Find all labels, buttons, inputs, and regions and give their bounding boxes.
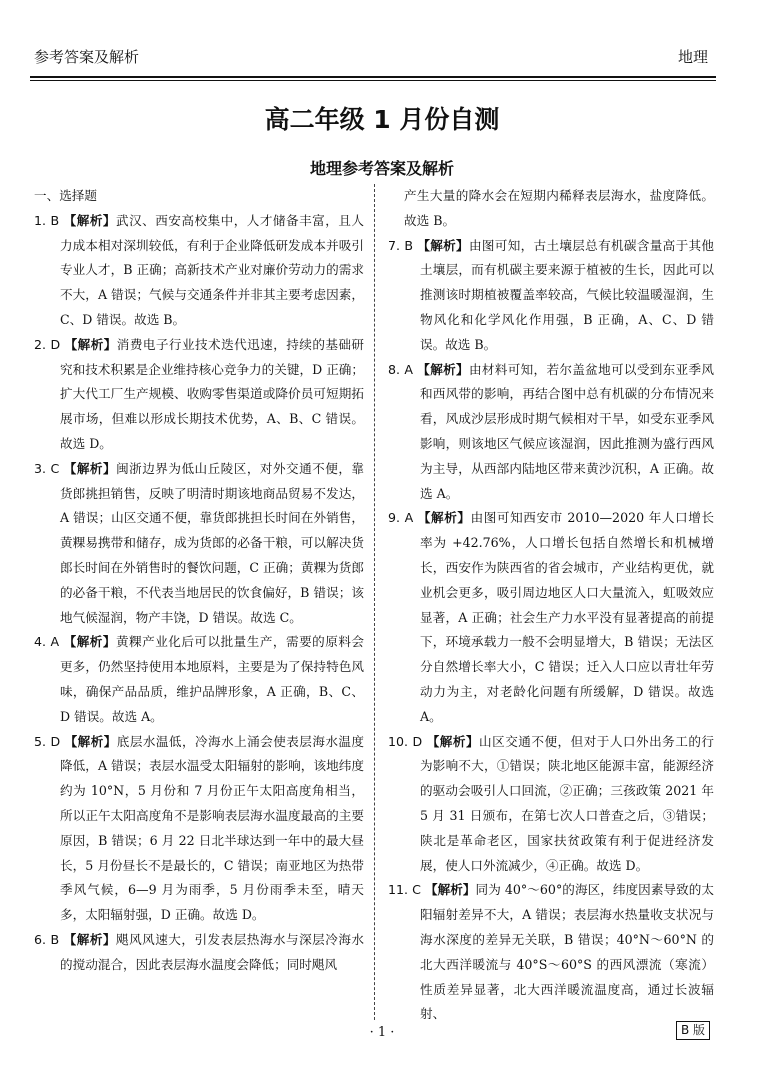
answer-number: 10. D [388, 733, 423, 749]
answer-number: 2. D [34, 336, 61, 352]
header-rule [30, 76, 716, 78]
answer-text: 由图可知，古土壤层总有机碳含量高于其他土壤层，而有机碳主要来源于植被的生长，因此可以推测该时期植被覆盖率较高，气候比较温暖湿润，生物风化和化学风化作用强，B 正确，A、C、D 错误。故选 B。 [420, 237, 714, 352]
continuation-text: 产生大量的降水会在短期内稀释表层海水，盐度降低。故选 B。 [404, 188, 714, 228]
analysis-tag: 【解析】 [63, 212, 116, 228]
answer-item [34, 457, 364, 631]
answer-item [388, 878, 714, 1027]
left-column [34, 184, 364, 978]
answer-number: 11. C [388, 882, 421, 898]
header-left: 参考答案及解析 [34, 48, 140, 66]
answer-item [388, 730, 714, 879]
page-number: · 1 · [369, 1025, 395, 1040]
answer-number: 3. C [34, 460, 60, 476]
answer-item [388, 234, 714, 358]
analysis-tag: 【解析】 [63, 634, 116, 650]
answer-text: 由材料可知，若尔盖盆地可以受到东亚季风和西风带的影响，再结合图中总有机碳的分布情况来看，风成沙层形成时期气候相对干旱，如受东亚季风影响，则该地区气候应该湿润，因此推测为盛行西风为主导，从西部内陆地区带来黄沙沉积，A 正确。故选 A。 [420, 361, 714, 501]
answer-text: 武汉、西安高校集中，人才储备丰富，且人力成本相对深圳较低，有利于企业降低研发成本并吸引专业人才，B 正确；高新技术产业对廉价劳动力的需求不大，A 错误；气候与交通条件并非其主要考虑因素，C、D 错误。故选 B。 [60, 212, 365, 327]
answer-item [388, 358, 714, 507]
answer-number: 4. A [34, 634, 60, 650]
answer-number: 8. A [388, 361, 413, 377]
answer-item [34, 630, 364, 729]
analysis-tag: 【解析】 [417, 361, 469, 377]
answer-text: 消费电子行业技术迭代迅速，持续的基础研究和技术积累是企业维持核心竞争力的关键，D 正确；扩大代工厂生产规模、收购零售渠道或降价员可短期拓展市场，但难以形成长期技术优势，A、B、C 错误。故选 D。 [60, 336, 365, 451]
answer-text: 由图可知西安市 2010—2020 年人口增长率为 +42.76%，人口增长包括自然增长和机械增长，西安作为陕西省的省会城市，产业结构更优，就业机会更多，吸引周边地区人口大量流入，虹吸效应显著，A 正确；社会生产力水平没有显著提高的前提下，环境承载力一般不会明显增大，B 错误；无法区分自然增长率大小，C 错误；迁入人口应以青壮年劳动力为主，对老龄化问题有所缓解，D 错误。故选 A。 [420, 510, 715, 724]
analysis-tag: 【解析】 [64, 733, 117, 749]
answer-text: 山区交通不便，但对于人口外出务工的行为影响不大，①错误；陕北地区能源丰富，能源经济的驱动会吸引人口回流，②正确；三孩政策 2021 年 5 月 31 日颁布，在第七次人口普查之后，③错误；陕北是革命老区，国家扶贫政策有利于促进经济发展，使人口外流减少，④正确。故选 D。 [420, 733, 715, 873]
page-subtitle: 地理参考答案及解析 [309, 159, 454, 178]
answer-number: 5. D [34, 733, 61, 749]
answer-item [34, 730, 364, 928]
column-divider [374, 184, 375, 1020]
section-heading: 一、选择题 [34, 188, 97, 203]
analysis-tag: 【解析】 [63, 931, 116, 947]
header-subject: 地理 [677, 48, 708, 66]
answer-item [34, 333, 364, 457]
analysis-tag: 【解析】 [417, 237, 469, 253]
analysis-tag: 【解析】 [424, 882, 476, 898]
answer-text: 飓风风速大，引发表层热海水与深层冷海水的搅动混合，因此表层海水温度会降低；同时飓风 [60, 931, 365, 972]
page-title: 高二年级 1 月份自测 [264, 105, 500, 134]
analysis-tag: 【解析】 [417, 510, 471, 526]
analysis-tag: 【解析】 [63, 460, 117, 476]
answer-number: 6. B [34, 931, 60, 947]
answer-item [34, 209, 364, 333]
answer-number: 9. A [388, 510, 414, 526]
answer-text: 闽浙边界为低山丘陵区，对外交通不便，靠货郎挑担销售，反映了明清时期该地商品贸易不发达，A 错误；山区交通不便，靠货郎挑担长时间在外销售，黄粿易携带和储存，成为货郎的必备干粮，可以解决货郎长时间在外销售时的餐饮问题，C 正确；黄粿为货郎的必备干粮，不代表当地居民的饮食偏好，B 错误；该地气候湿润，物产丰饶，D 错误。故选 C。 [60, 460, 364, 625]
answer-number: 7. B [388, 237, 413, 253]
left-item-list [34, 209, 364, 978]
answer-number: 1. B [34, 212, 60, 228]
answer-text: 同为 40°～60°的海区，纬度因素导致的太阳辐射差异不大，A 错误；表层海水热量收支状况与海水深度的差异无关联，B 错误；40°N～60°N 的北大西洋暖流与 40°S～60°S 的西风漂流（寒流）性质差异显著，北大西洋暖流温度高，通过长波辐射、 [420, 882, 715, 1022]
version-badge: B 版 [676, 1021, 710, 1040]
right-column [388, 184, 714, 1027]
analysis-tag: 【解析】 [426, 733, 480, 749]
answer-item [388, 506, 714, 729]
header-rule-thin [30, 80, 716, 81]
answer-item [34, 928, 364, 978]
right-item-list [388, 234, 714, 1028]
answer-text: 底层水温低，冷海水上涌会使表层海水温度降低，A 错误；表层水温受太阳辐射的影响，该地纬度约为 10°N，5 月份和 7 月份正午太阳高度角相当，所以正午太阳高度角不是影响表层海水温度最高的主要原因，B 错误；6 月 22 日北半球达到一年中的最大昼长，5 月份昼长不是最长的，C 错误；南亚地区为热带季风气候，6—9 月为雨季，5 月份雨季未至，晴天多，太阳辐射强，D 正确。故选 D。 [60, 733, 365, 923]
answer-text: 黄粿产业化后可以批量生产，需要的原料会更多，仍然坚持使用本地原料，主要是为了保持特色风味，确保产品品质，维护品牌形象，A 正确，B、C、D 错误。故选 A。 [60, 634, 365, 724]
analysis-tag: 【解析】 [64, 336, 117, 352]
